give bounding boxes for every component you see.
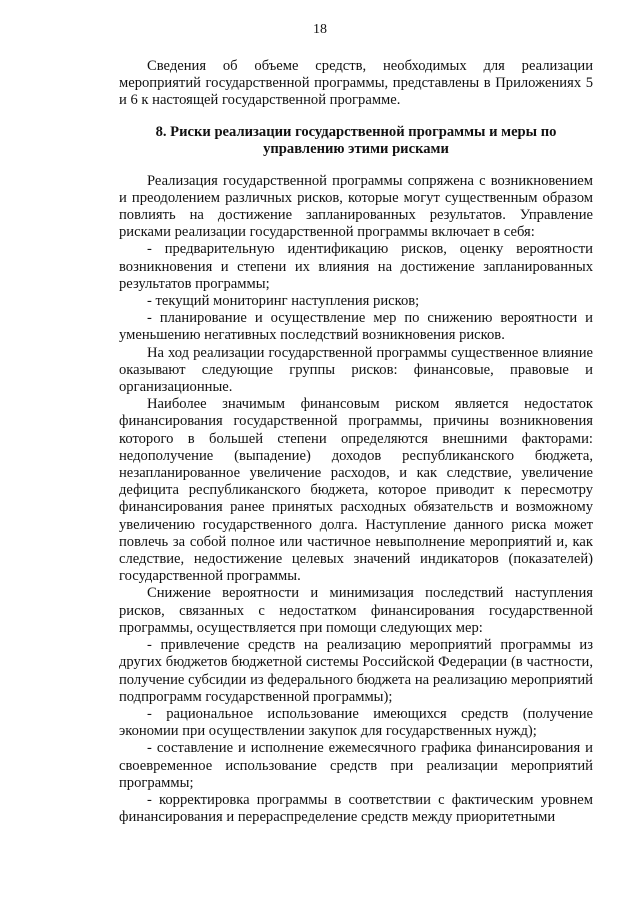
- paragraph-risk-groups: На ход реализации государственной программы существенное влияние оказывают следующие группы рисков: финансовые, правовые и организационные.: [119, 344, 593, 396]
- document-body: [119, 58, 593, 826]
- paragraph-financial-risk: Наиболее значимым финансовым риском является недостаток финансирования государственной программы, причины возникновения которого в большей степени определяются внешними факторами: недополучение (выпадение) доходов республиканского бюджета, незапланированное увеличение расходов, и как следствие, увеличение дефицита республиканского бюджета, которое приводит к пересмотру финансирования ранее принятых расходных обязательств и возможному увеличению государственного долга. Наступление данного риска может повлечь за собой полное или частичное невыполнение мероприятий и, как следствие, недостижение целевых значений индикаторов (показателей) государственной программы.: [119, 396, 593, 585]
- list-item-adjustment: - корректировка программы в соответствии с фактическим уровнем финансирования и перераспределение средств между приоритетными: [119, 791, 593, 826]
- paragraph-mitigation-measures: Снижение вероятности и минимизация последствий наступления рисков, связанных с недостатком финансирования государственной программы, осуществляется при помощи следующих мер:: [119, 585, 593, 636]
- intro-paragraph: Сведения об объеме средств, необходимых для реализации мероприятий государственной программы, представлены в Приложениях 5 и 6 к настоящей государственной программе.: [119, 58, 593, 109]
- paragraph-risk-management-intro: Реализация государственной программы сопряжена с возникновением и преодолением различных рисков, которые могут существенным образом повлиять на достижение запланированных результатов. Управление рисками реализации государственной программы включает в себя:: [119, 172, 593, 241]
- list-item-planning: - планирование и осуществление мер по снижению вероятности и уменьшению негативных последствий возникновения рисков.: [119, 310, 593, 344]
- page-number: 18: [313, 22, 327, 37]
- section-heading: 8. Риски реализации государственной программы и меры по управлению этими рисками: [155, 123, 557, 157]
- list-item-attract-funds: - привлечение средств на реализацию мероприятий программы из других бюджетов бюджетной системы Российской Федерации (в частности, получение субсидии из федерального бюджета на реализацию мероприятий подпрограмм государственной программы);: [119, 637, 593, 705]
- list-item-monitoring: - текущий мониторинг наступления рисков;: [147, 293, 420, 310]
- list-item-identification: - предварительную идентификацию рисков, оценку вероятности возникновения и степени их влияния на достижение запланированных результатов программы;: [119, 241, 593, 292]
- list-item-rational-use: - рациональное использование имеющихся средств (получение экономии при осуществлении закупок для государственных нужд);: [119, 705, 593, 740]
- list-item-schedule: - составление и исполнение ежемесячного графика финансирования и своевременное использование средств при реализации мероприятий программы;: [119, 740, 593, 791]
